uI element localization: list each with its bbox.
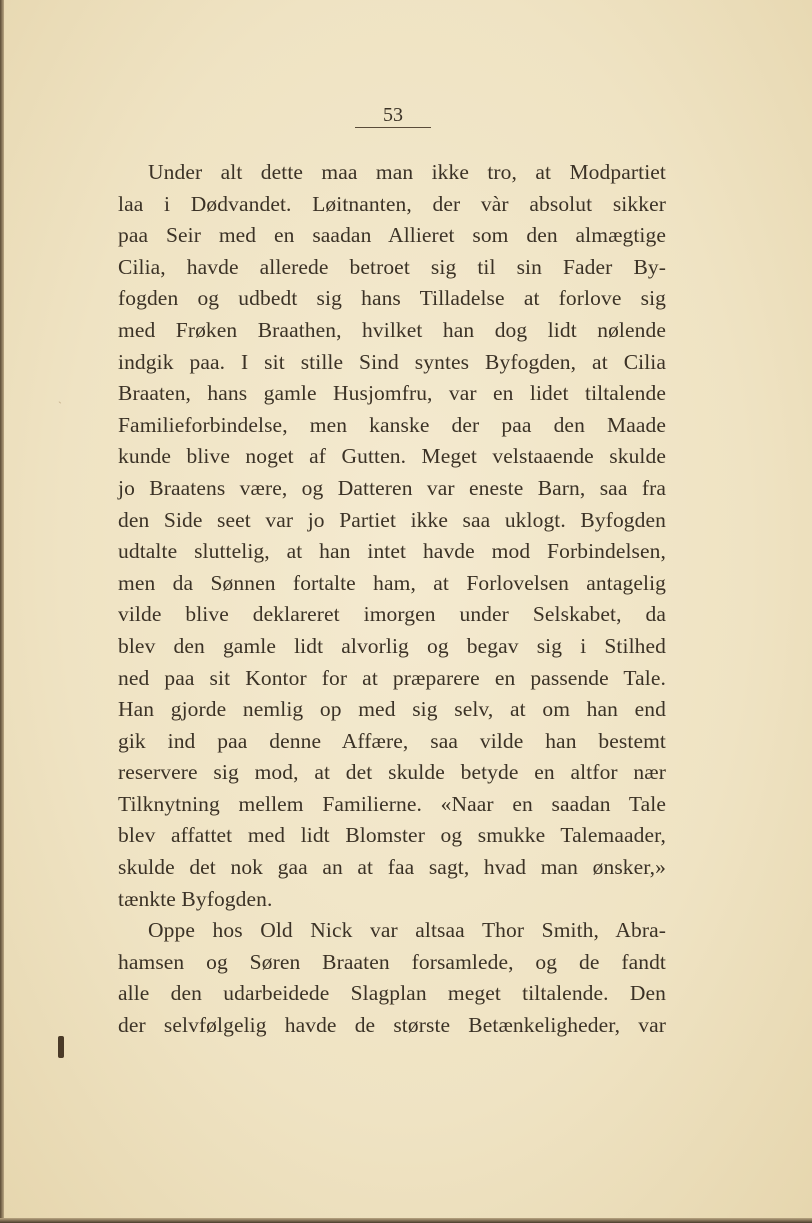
text-line: men da Sønnen fortalte ham, at Forlovelsen antagelig xyxy=(118,570,666,595)
text-line: gik ind paa denne Affære, saa vilde han bestemt xyxy=(118,728,666,753)
text-line: ned paa sit Kontor for at præparere en passende Tale. xyxy=(118,665,666,690)
text-line: skulde det nok gaa an at faa sagt, hvad man ønsker,» xyxy=(118,855,666,880)
text-line: Familieforbindelse, men kanske der paa den Maade xyxy=(118,412,666,437)
text-line: Tilknytning mellem Familierne. «Naar en saadan Tale xyxy=(118,791,666,816)
text-line: indgik paa. I sit stille Sind syntes Byfogden, at Cilia xyxy=(118,349,666,374)
text-line: reservere sig mod, at det skulde betyde en altfor nær xyxy=(118,760,666,785)
pencil-mark: ˏ xyxy=(58,390,62,404)
text-line: der selvfølgelig havde de største Betænkeligheder, var xyxy=(118,1013,666,1038)
text-line: Braaten, hans gamle Husjomfru, var en lidet tiltalende xyxy=(118,381,666,406)
text-line: Under alt dette maa man ikke tro, at Modpartiet xyxy=(148,160,666,184)
text-line: udtalte sluttelig, at han intet havde mod Forbindelsen, xyxy=(118,539,666,564)
text-line: med Frøken Braathen, hvilket han dog lidt nølende xyxy=(118,317,666,342)
text-line: fogden og udbedt sig hans Tilladelse at forlove sig xyxy=(118,286,666,311)
text-line: jo Braatens være, og Datteren var eneste Barn, saa fra xyxy=(118,475,666,500)
page-bottom-edge xyxy=(0,1218,812,1223)
text-line: paa Seir med en saadan Allieret som den almægtige xyxy=(118,223,666,248)
page-left-edge xyxy=(0,0,4,1223)
text-line: blev den gamle lidt alvorlig og begav sig i Stilhed xyxy=(118,633,666,658)
text-line: vilde blive deklareret imorgen under Selskabet, da xyxy=(118,602,666,627)
text-line: tænkte Byfogden. xyxy=(118,886,273,911)
text-line: blev affattet med lidt Blomster og smukke Talemaader, xyxy=(118,823,666,848)
text-line: kunde blive noget af Gutten. Meget velstaaende skulde xyxy=(118,444,666,469)
text-line: Han gjorde nemlig op med sig selv, at om han end xyxy=(118,697,666,722)
text-line: den Side seet var jo Partiet ikke saa uklogt. Byfogden xyxy=(118,507,666,532)
text-line: Oppe hos Old Nick var altsaa Thor Smith, Abra- xyxy=(148,918,666,943)
text-line: hamsen og Søren Braaten forsamlede, og de fandt xyxy=(118,949,666,974)
body-text xyxy=(118,157,666,1042)
text-line: laa i Dødvandet. Løitnanten, der vàr absolut sikker xyxy=(118,191,666,216)
text-line: alle den udarbeidede Slagplan meget tiltalende. Den xyxy=(118,981,666,1006)
ink-blot xyxy=(58,1036,64,1058)
page-number: 53 xyxy=(355,104,431,128)
text-line: Cilia, havde allerede betroet sig til sin Fader By- xyxy=(118,254,666,279)
